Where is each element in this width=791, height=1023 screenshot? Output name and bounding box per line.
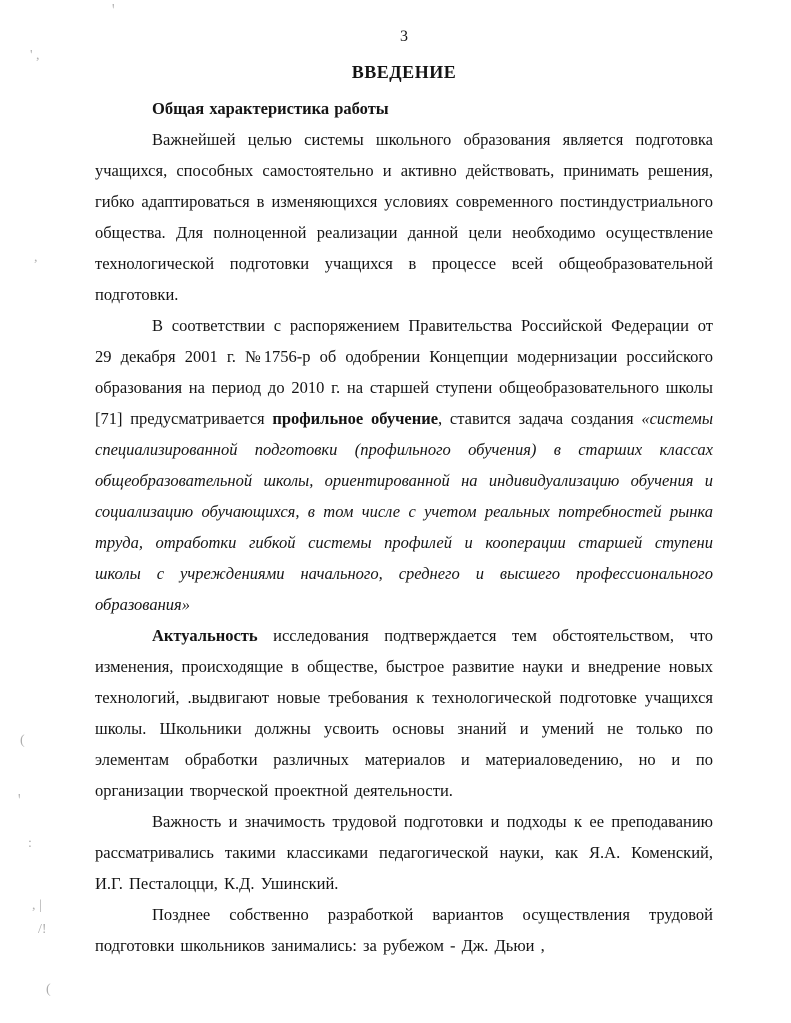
text-run: Важнейшей целью системы школьного образования является подготовка учащихся, способных самостоятельно и активно действовать, принимать решения, гибко адаптироваться в изменяющихся условиях современного постиндустриального общества. Для полноценной реализации данной цели необходимо осуществление технологической подготовки учащихся в процессе всей общеобразовательной подготовки. [95, 130, 713, 304]
paragraph-1 [95, 124, 713, 310]
text-run: исследования подтверждается тем обстоятельством, что изменения, происходящие в обществе, быстрое развитие науки и внедрение новых технологий, .выдвигают новые требования к технологической подготовке учащихся школы. Школьники должны усвоить основы знаний и умений не только по элементам обработки различных материалов и материаловедению, но и по организации творческой проектной деятельности. [95, 626, 713, 800]
text-run: «системы специализированной подготовки (профильного обучения) в старших классах общеобразовательной школы, ориентированной на индивидуализацию обучения и социализацию обучающихся, в том числе с учетом реальных потребностей рынка труда, отработки гибкой системы профилей и кооперации старшей ступени школы с учреждениями начального, среднего и высшего профессионального образования» [95, 409, 713, 614]
scan-artifact: : [28, 836, 32, 851]
section-heading [95, 93, 713, 124]
paragraph-4 [95, 806, 713, 899]
scan-artifact: ( [20, 733, 25, 748]
scan-artifact: ꞌ [112, 2, 115, 17]
text-run: Важность и значимость трудовой подготовки и подходы к ее преподаванию рассматривались такими классиками педагогической науки, как Я.А. Коменский, И.Г. Песталоцци, К.Д. Ушинский. [95, 812, 713, 893]
paragraphs [95, 93, 713, 961]
scan-artifact: ( [46, 982, 51, 997]
scan-artifact: ' , [30, 48, 40, 63]
page-number: 3 [400, 28, 408, 45]
text-run: В соответствии с распоряжением Правительства Российской Федерации от 29 декабря 2001 г. №1756-р об одобрении Концепции модернизации российского образования на период до 2010 г. на старшей ступени общеобразовательного школы [71] предусматривается [95, 316, 713, 428]
paragraph-2 [95, 310, 713, 620]
text-run: Актуальность [152, 626, 258, 645]
text-run: Общая характеристика работы [152, 99, 389, 118]
text-run: , ставится задача создания [438, 409, 642, 428]
paragraph-3 [95, 620, 713, 806]
text-run: Позднее собственно разработкой вариантов осуществления трудовой подготовки школьников занимались: за рубежом - Дж. Дьюи , [95, 905, 713, 955]
paragraph-5 [95, 899, 713, 961]
scan-artifact: ꞌ [18, 792, 21, 807]
scan-artifact: , | [32, 898, 42, 913]
page-content [95, 28, 713, 961]
page-title: ВВЕДЕНИЕ [351, 62, 457, 82]
scan-artifact: /! [38, 922, 47, 937]
text-run: профильное обучение [272, 409, 439, 428]
scan-artifact: , [34, 250, 38, 265]
